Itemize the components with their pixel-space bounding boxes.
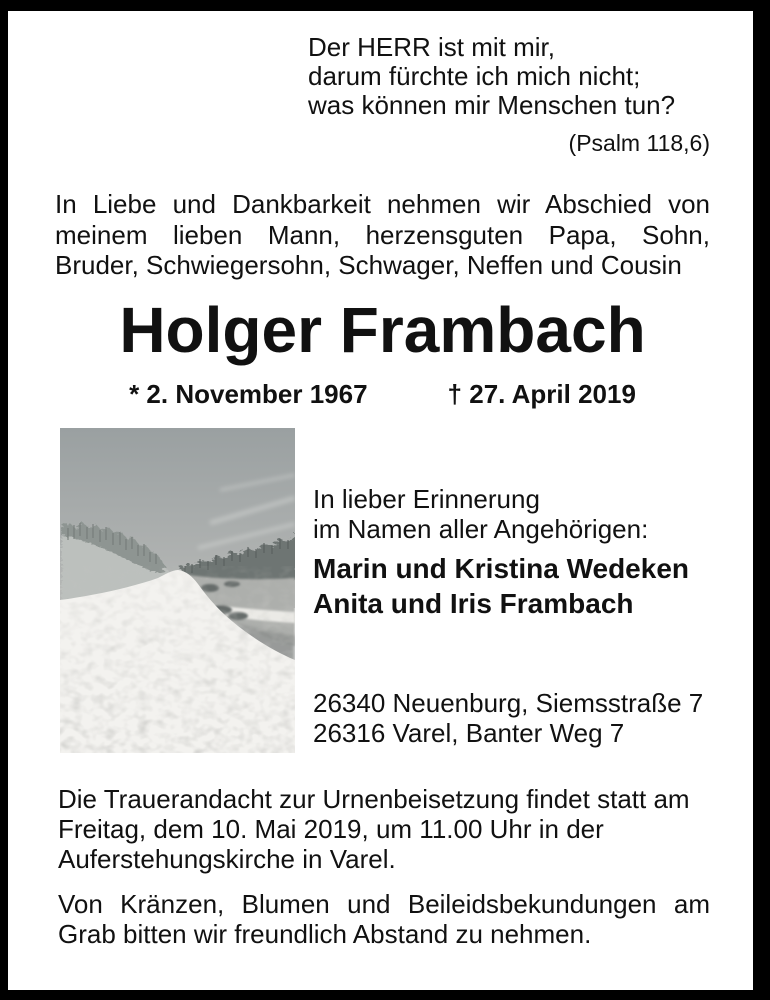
service-info: [58, 784, 710, 874]
service-line: Auferstehungskirche in Varel.: [58, 844, 396, 874]
mourner-name: Anita und Iris Frambach: [313, 588, 634, 619]
service-line: Die Trauerandacht zur Urnenbeisetzung findet statt am: [58, 784, 690, 814]
psalm-line: was können mir Menschen tun?: [308, 90, 676, 120]
mourning-line: im Namen aller Angehörigen:: [313, 514, 649, 544]
memorial-photo: [60, 428, 295, 753]
psalm-line: Der HERR ist mit mir,: [308, 32, 555, 62]
dune-photo-graphic: [60, 428, 295, 753]
addresses: [313, 688, 713, 748]
psalm-reference: (Psalm 118,6): [568, 130, 710, 156]
mourning-line: In lieber Erinnerung: [313, 484, 540, 514]
address-line: 26340 Neuenburg, Siemsstraße 7: [313, 688, 704, 718]
address-line: 26316 Varel, Banter Weg 7: [313, 718, 625, 748]
intro-paragraph: [55, 189, 710, 281]
death-date: † 27. April 2019: [447, 379, 636, 409]
deceased-name: Holger Frambach: [119, 294, 646, 366]
mourning-intro: [313, 484, 713, 544]
intro-line: Bruder, Schwiegersohn, Schwager, Neffen und Cousin: [55, 250, 682, 280]
life-dates: [55, 379, 710, 409]
condolence-line: Von Kränzen, Blumen und Beileidsbekundungen am: [58, 889, 710, 919]
mourner-name: Marin und Kristina Wedeken: [313, 553, 689, 584]
service-line: Freitag, dem 10. Mai 2019, um 11.00 Uhr in der: [58, 814, 604, 844]
condolence-note: [58, 889, 710, 949]
intro-line: In Liebe und Dankbarkeit nehmen wir Abschied von: [55, 189, 710, 219]
birth-date: * 2. November 1967: [129, 379, 368, 409]
psalm-line: darum fürchte ich mich nicht;: [308, 61, 641, 91]
condolence-line: Grab bitten wir freundlich Abstand zu nehmen.: [58, 919, 592, 949]
intro-line: meinem lieben Mann, herzensguten Papa, Sohn,: [55, 219, 710, 250]
obituary-card: [8, 11, 753, 990]
psalm-quote: [308, 33, 710, 156]
mourner-names: [313, 551, 713, 621]
